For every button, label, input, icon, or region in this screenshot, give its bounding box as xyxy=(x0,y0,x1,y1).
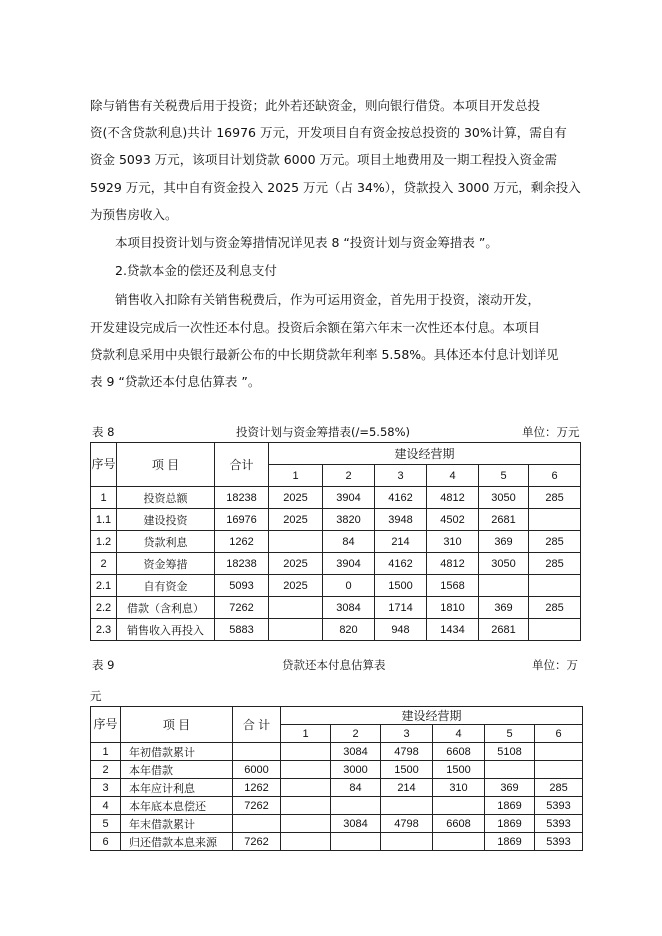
row-value: 2681 xyxy=(479,509,529,531)
row-value xyxy=(529,509,581,531)
row-value: 1500 xyxy=(381,761,433,779)
row-value: 310 xyxy=(433,779,485,797)
row-item: 归还借款本息来源 xyxy=(121,833,233,851)
row-value: 1810 xyxy=(427,597,479,619)
row-value: 3084 xyxy=(331,815,381,833)
row-value: 214 xyxy=(375,531,427,553)
row-value xyxy=(433,833,485,851)
row-value: 3050 xyxy=(479,553,529,575)
row-value: 310 xyxy=(427,531,479,553)
row-total xyxy=(233,743,281,761)
table8-title: 投资计划与资金筹措表(/=5.58%) xyxy=(236,425,411,439)
header-year: 5 xyxy=(479,465,529,487)
row-value: 285 xyxy=(529,597,581,619)
row-item: 贷款利息 xyxy=(117,531,215,553)
row-seq: 2.2 xyxy=(91,597,117,619)
header-period: 建设经营期 xyxy=(269,443,581,465)
row-value xyxy=(331,833,381,851)
row-value: 3084 xyxy=(331,743,381,761)
row-value: 1869 xyxy=(485,815,535,833)
row-total: 18238 xyxy=(215,553,269,575)
table-row xyxy=(91,597,581,619)
header-year: 6 xyxy=(535,725,583,743)
row-value: 1434 xyxy=(427,619,479,641)
table-row xyxy=(91,619,581,641)
row-seq: 1 xyxy=(91,743,121,761)
row-value: 4812 xyxy=(427,487,479,509)
paragraph-line: 本项目投资计划与资金筹措情况详见表 8 “投资计划与资金筹措表 ”。 xyxy=(115,235,498,250)
row-value: 5108 xyxy=(485,743,535,761)
row-value: 6608 xyxy=(433,743,485,761)
row-value: 1500 xyxy=(375,575,427,597)
row-value: 285 xyxy=(529,553,581,575)
row-value xyxy=(529,619,581,641)
header-year: 3 xyxy=(375,465,427,487)
row-value: 285 xyxy=(535,779,583,797)
section-heading: 2.贷款本金的偿还及利息支付 xyxy=(115,263,277,278)
row-item: 年初借款累计 xyxy=(121,743,233,761)
row-value xyxy=(331,797,381,815)
table9-label: 表 9 xyxy=(92,658,115,672)
row-value: 4502 xyxy=(427,509,479,531)
row-item: 本年借款 xyxy=(121,761,233,779)
row-value xyxy=(269,597,323,619)
row-seq: 5 xyxy=(91,815,121,833)
row-value: 2025 xyxy=(269,575,323,597)
row-item: 投资总额 xyxy=(117,487,215,509)
header-total: 合计 xyxy=(215,443,269,487)
row-total: 6000 xyxy=(233,761,281,779)
row-value: 2025 xyxy=(269,487,323,509)
row-value xyxy=(485,761,535,779)
row-value: 285 xyxy=(529,531,581,553)
row-total xyxy=(233,815,281,833)
row-value: 285 xyxy=(529,487,581,509)
row-value xyxy=(281,833,331,851)
row-item: 年末借款累计 xyxy=(121,815,233,833)
row-value: 3948 xyxy=(375,509,427,531)
row-value: 5393 xyxy=(535,797,583,815)
row-seq: 3 xyxy=(91,779,121,797)
row-value: 3000 xyxy=(331,761,381,779)
row-value: 2025 xyxy=(269,509,323,531)
table-row xyxy=(91,797,583,815)
table-row xyxy=(91,575,581,597)
row-item: 借款（含利息） xyxy=(117,597,215,619)
row-seq: 2 xyxy=(91,553,117,575)
row-total: 7262 xyxy=(233,797,281,815)
row-value xyxy=(281,761,331,779)
row-value xyxy=(535,761,583,779)
row-value: 1869 xyxy=(485,833,535,851)
row-seq: 4 xyxy=(91,797,121,815)
header-period: 建设经营期 xyxy=(281,707,583,725)
header-year: 2 xyxy=(331,725,381,743)
row-value: 3904 xyxy=(323,553,375,575)
row-value: 4798 xyxy=(381,815,433,833)
row-value: 1500 xyxy=(433,761,485,779)
row-seq: 2.3 xyxy=(91,619,117,641)
row-seq: 1.1 xyxy=(91,509,117,531)
row-item: 自有资金 xyxy=(117,575,215,597)
row-value: 6608 xyxy=(433,815,485,833)
paragraph-line: 5929 万元，其中自有资金投入 2025 万元（占 34%），贷款投入 3000 万元，剩余投入 xyxy=(90,180,581,195)
header-year: 5 xyxy=(485,725,535,743)
row-value: 3820 xyxy=(323,509,375,531)
row-value: 4162 xyxy=(375,553,427,575)
row-total: 18238 xyxy=(215,487,269,509)
header-year: 3 xyxy=(381,725,433,743)
header-seq: 序号 xyxy=(91,707,121,743)
header-year: 2 xyxy=(323,465,375,487)
paragraph-line: 贷款利息采用中央银行最新公布的中长期贷款年利率 5.58%。具体还本付息计划详见 xyxy=(90,347,559,362)
header-item: 项 目 xyxy=(117,443,215,487)
row-total: 5093 xyxy=(215,575,269,597)
paragraph-line: 资(不含贷款利息)共计 16976 万元，开发项目自有资金按总投资的 30%计算，需自有 xyxy=(90,125,567,140)
table9-unit: 单位：万 xyxy=(532,658,578,672)
header-year: 4 xyxy=(427,465,479,487)
row-item: 销售收入再投入 xyxy=(117,619,215,641)
table9-unit-tail: 元 xyxy=(90,689,102,703)
paragraph-line: 销售收入扣除有关销售税费后，作为可运用资金，首先用于投资，滚动开发， xyxy=(115,292,541,307)
row-value: 1568 xyxy=(427,575,479,597)
table-row xyxy=(91,509,581,531)
paragraph-line: 除与销售有关税费后用于投资；此外若还缺资金，则向银行借贷。本项目开发总投 xyxy=(90,98,541,113)
row-value: 369 xyxy=(479,531,529,553)
row-value: 4798 xyxy=(381,743,433,761)
row-value: 820 xyxy=(323,619,375,641)
row-item: 本年应计利息 xyxy=(121,779,233,797)
table8-label: 表 8 xyxy=(92,425,115,439)
row-value xyxy=(381,833,433,851)
row-value: 214 xyxy=(381,779,433,797)
table8-unit: 单位：万元 xyxy=(522,425,580,439)
header-year: 4 xyxy=(433,725,485,743)
row-value: 1869 xyxy=(485,797,535,815)
row-seq: 1.2 xyxy=(91,531,117,553)
row-value: 3050 xyxy=(479,487,529,509)
row-total: 1262 xyxy=(215,531,269,553)
row-total: 5883 xyxy=(215,619,269,641)
investment-plan-table xyxy=(90,442,581,641)
row-seq: 1 xyxy=(91,487,117,509)
row-value: 948 xyxy=(375,619,427,641)
row-value: 5393 xyxy=(535,815,583,833)
table-row xyxy=(91,487,581,509)
row-value: 5393 xyxy=(535,833,583,851)
row-item: 资金筹措 xyxy=(117,553,215,575)
table-row xyxy=(91,743,583,761)
row-total: 7262 xyxy=(233,833,281,851)
row-value xyxy=(281,779,331,797)
row-value xyxy=(269,531,323,553)
row-value xyxy=(479,575,529,597)
row-value xyxy=(269,619,323,641)
row-value: 1714 xyxy=(375,597,427,619)
header-year: 1 xyxy=(281,725,331,743)
row-value: 84 xyxy=(331,779,381,797)
row-value xyxy=(281,797,331,815)
row-value: 369 xyxy=(485,779,535,797)
row-total: 7262 xyxy=(215,597,269,619)
row-total: 16976 xyxy=(215,509,269,531)
table-row xyxy=(91,833,583,851)
row-value xyxy=(535,743,583,761)
row-value: 4162 xyxy=(375,487,427,509)
row-seq: 2.1 xyxy=(91,575,117,597)
table-row xyxy=(91,761,583,779)
header-item: 项 目 xyxy=(121,707,233,743)
row-value: 2681 xyxy=(479,619,529,641)
paragraph-line: 为预售房收入。 xyxy=(90,207,178,222)
row-value xyxy=(529,575,581,597)
row-total: 1262 xyxy=(233,779,281,797)
row-value: 4812 xyxy=(427,553,479,575)
loan-repayment-table xyxy=(90,706,583,851)
table-row xyxy=(91,815,583,833)
header-seq: 序号 xyxy=(91,443,117,487)
row-value xyxy=(433,797,485,815)
row-value xyxy=(381,797,433,815)
row-value xyxy=(281,743,331,761)
header-total: 合 计 xyxy=(233,707,281,743)
row-value: 2025 xyxy=(269,553,323,575)
row-value xyxy=(281,815,331,833)
row-value: 84 xyxy=(323,531,375,553)
row-seq: 2 xyxy=(91,761,121,779)
row-item: 建设投资 xyxy=(117,509,215,531)
row-seq: 6 xyxy=(91,833,121,851)
row-value: 0 xyxy=(323,575,375,597)
row-item: 本年底本息偿还 xyxy=(121,797,233,815)
header-year: 1 xyxy=(269,465,323,487)
table-row xyxy=(91,553,581,575)
header-year: 6 xyxy=(529,465,581,487)
paragraph-line: 开发建设完成后一次性还本付息。投资后余额在第六年末一次性还本付息。本项目 xyxy=(90,320,541,335)
table9-title: 贷款还本付息估算表 xyxy=(282,658,386,672)
table-row xyxy=(91,779,583,797)
row-value: 369 xyxy=(479,597,529,619)
row-value: 3904 xyxy=(323,487,375,509)
paragraph-line: 资金 5093 万元，该项目计划贷款 6000 万元。项目土地费用及一期工程投入资金需 xyxy=(90,152,558,167)
paragraph-line: 表 9 “贷款还本付息估算表 ”。 xyxy=(90,374,261,389)
table-row xyxy=(91,531,581,553)
row-value: 3084 xyxy=(323,597,375,619)
